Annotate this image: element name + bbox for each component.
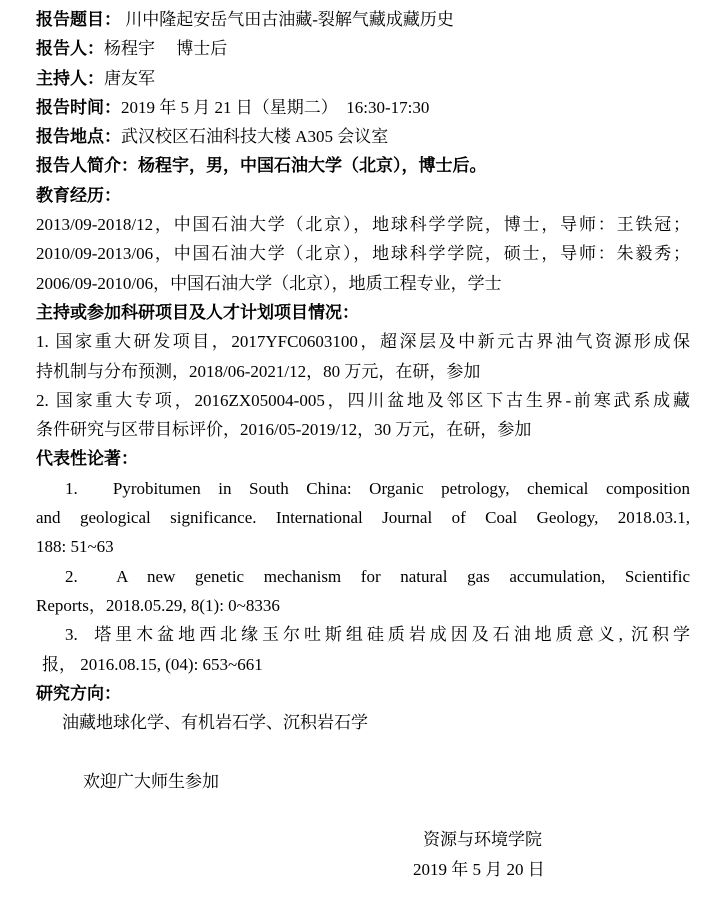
field-label-host: 主持人： (36, 68, 104, 88)
field-value-time: 2019 年 5 月 21 日（星期二） 16:30-17:30 (121, 97, 430, 117)
speaker-intro: 报告人简介：杨程宇，男，中国石油大学（北京），博士后。 (36, 156, 487, 176)
research-areas: 油藏地球化学、有机岩石学、沉积岩石学 (62, 713, 368, 733)
project-item-line: 1. 国家重大研发项目，2017YFC0603100，超深层及中新元古界油气资源形成保 (36, 332, 690, 352)
projects-heading: 主持或参加科研项目及人才计划项目情况： (36, 302, 359, 322)
education-item: 2006/09-2010/06，中国石油大学（北京），地质工程专业，学士 (36, 273, 502, 293)
publication-line: and geological significance. International Journal of Coal Geology, 2018.03.1, (36, 508, 690, 528)
field-host (36, 64, 690, 93)
education-item: 2013/09-2018/12，中国石油大学（北京），地球科学学院，博士，导师：王铁冠； (36, 215, 690, 235)
project-item-line: 2. 国家重大专项，2016ZX05004-005，四川盆地及邻区下古生界-前寒武系成藏 (36, 390, 690, 410)
field-value-location: 武汉校区石油科技大楼 A305 会议室 (121, 127, 389, 147)
research-heading: 研究方向： (36, 683, 121, 703)
field-label-location: 报告地点： (36, 127, 121, 147)
publications-heading: 代表性论著： (36, 449, 138, 469)
signature-department: 资源与环境学院 (423, 830, 542, 850)
publication-line: Reports，2018.05.29, 8(1): 0~8336 (36, 595, 280, 615)
project-item-line: 持机制与分布预测，2018/06-2021/12，80 万元，在研，参加 (36, 361, 481, 381)
field-label-report-title: 报告题目： (36, 10, 121, 29)
field-speaker (36, 34, 690, 63)
education-heading: 教育经历： (36, 185, 121, 205)
publication-line: 188: 51~63 (36, 537, 114, 557)
publication-line: 1. Pyrobitumen in South China: Organic petrology, chemical composition (65, 478, 690, 498)
field-time (36, 93, 690, 122)
signature-date: 2019 年 5 月 20 日 (413, 859, 545, 879)
blank-line (36, 796, 690, 825)
field-location (36, 122, 690, 151)
publication-line: 3. 塔里木盆地西北缘玉尔吐斯组硅质岩成因及石油地质意义, 沉积学 (65, 625, 690, 645)
field-label-speaker: 报告人： (36, 39, 104, 59)
field-value-host: 唐友军 (104, 68, 155, 88)
field-value-report-title: 川中隆起安岳气田古油藏-裂解气藏成藏历史 (121, 10, 454, 29)
welcome-line: 欢迎广大师生参加 (83, 771, 219, 791)
field-value-speaker: 杨程宇 博士后 (104, 39, 228, 59)
field-report-title (36, 5, 690, 34)
education-item: 2010/09-2013/06，中国石油大学（北京），地球科学学院，硕士，导师：朱毅秀； (36, 244, 690, 264)
publication-line: 报， 2016.08.15, (04): 653~661 (42, 654, 263, 674)
blank-line (36, 737, 690, 766)
field-label-time: 报告时间： (36, 97, 121, 117)
publication-line: 2. A new genetic mechanism for natural gas accumulation, Scientific (65, 566, 690, 586)
project-item-line: 条件研究与区带目标评价，2016/05-2019/12，30 万元，在研，参加 (36, 420, 532, 440)
